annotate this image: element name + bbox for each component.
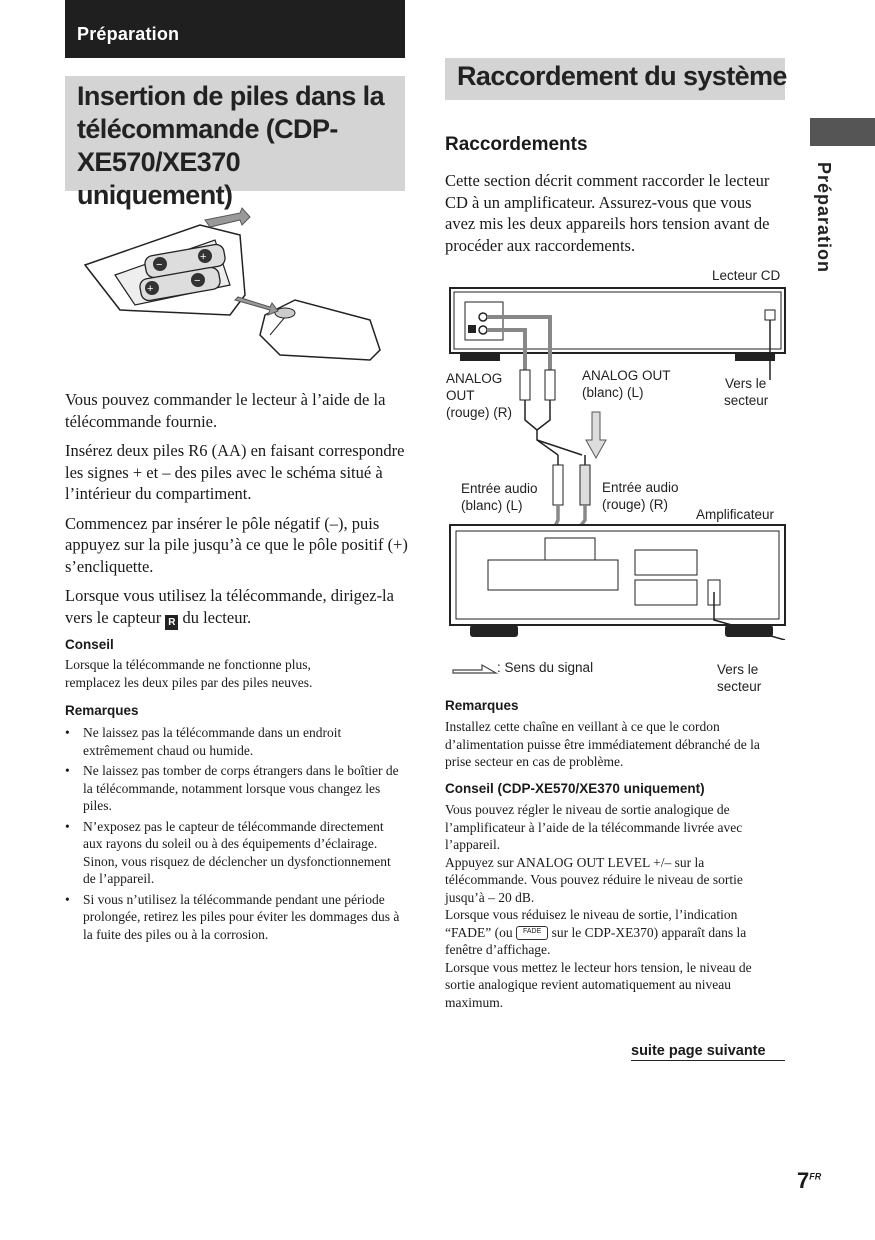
tip-paragraph: Lorsque vous mettez le lecteur hors tension, le niveau de sortie analogique revient automatiquement au niveau maximum. <box>445 959 752 1010</box>
analog-out-r-line2: OUT <box>446 388 475 403</box>
input-r-line1: Entrée audio <box>602 480 679 495</box>
list-item: • N’exposez pas le capteur de télécommande directement aux rayons du soleil ou à des équipements d’éclairage. Sinon, vous risquez de déclencher un dysfonctionnement de l’appareil. <box>65 818 400 888</box>
amplifier-label: Amplificateur <box>696 507 775 522</box>
tip-body-right <box>445 801 785 1011</box>
tip-heading-right: Conseil (CDP-XE570/XE370 uniquement) <box>445 781 705 796</box>
tip-paragraph-fade <box>445 906 785 959</box>
tip-paragraph-text: sur le CDP-XE370) apparaît dans la fenêtre d’affichage. <box>445 924 747 957</box>
page-number-suffix: FR <box>809 1171 822 1182</box>
svg-text:+: + <box>200 251 207 263</box>
paragraph: Commencez par insérer le pôle négatif (–), puis appuyez sur la pile jusqu’à ce que le pôle positif (+) s’encliquette. <box>65 513 408 576</box>
tip-text-left: Lorsque la télécommande ne fonctionne plus, remplacez les deux piles par des piles neuves. <box>65 657 313 690</box>
to-outlet-label-2b: secteur <box>717 679 762 694</box>
to-outlet-label-1b: secteur <box>724 393 769 408</box>
section-header-band <box>65 0 405 58</box>
side-tab-label-wrap <box>802 162 842 292</box>
analog-out-r-line1: ANALOG <box>446 371 503 386</box>
fade-indicator-icon: FADE <box>516 926 548 940</box>
section-label: Préparation <box>77 24 180 44</box>
paragraph-text: Lorsque vous utilisez la télécommande, dirigez-la vers le capteur <box>65 586 394 627</box>
paragraph-sensor <box>65 585 410 630</box>
side-tab-marker <box>810 118 875 146</box>
input-l-line1: Entrée audio <box>461 481 538 496</box>
cd-player-label: Lecteur CD <box>712 268 781 283</box>
connection-diagram <box>440 280 790 640</box>
list-item: • Si vous n’utilisez la télécommande pendant une période prolongée, retirez les piles pour éviter les dommages dus à la fuite des piles ou à la corrosion. <box>65 891 400 944</box>
tip-paragraph: Appuyez sur ANALOG OUT LEVEL +/– sur la télécommande. Vous pouvez réduire le niveau de sortie jusqu’à – 20 dB. <box>445 854 743 905</box>
notes-heading-left: Remarques <box>65 703 139 718</box>
tip-paragraph: Vous pouvez régler le niveau de sortie analogique de l’amplificateur à l’aide de la télécommande livrée avec l’appareil. <box>445 802 743 852</box>
left-title: Insertion de piles dans la télécommande (CDP-XE570/XE370 uniquement) <box>77 81 384 210</box>
continued-link: suite page suivante <box>631 1043 785 1061</box>
right-intro: Cette section décrit comment raccorder le lecteur CD à un amplificateur. Assurez-vous que vous avez mis les deux appareils hors tension avant de procéder aux raccordements. <box>445 171 770 255</box>
rca-plug-icon <box>520 370 555 400</box>
signal-arrow-icon <box>452 660 498 676</box>
paragraph: Vous pouvez commander le lecteur à l’aide de la télécommande fournie. <box>65 390 386 431</box>
tip-paragraph-text: Lorsque vous réduisez le niveau de sortie, l’indication “FADE” (ou <box>445 907 738 940</box>
list-item: • Ne laissez pas la télécommande dans un endroit extrêmement chaud ou humide. <box>65 724 400 759</box>
notes-list-left <box>65 724 400 946</box>
tip-heading-left: Conseil <box>65 637 114 652</box>
svg-text:−: − <box>156 259 163 271</box>
to-outlet-label-1a: Vers le <box>725 376 767 391</box>
remote-sensor-icon: R <box>165 615 178 630</box>
list-item: • Ne laissez pas tomber de corps étrangers dans le boîtier de la télécommande, notamment lorsque vous changez les piles. <box>65 762 400 815</box>
analog-out-l-line1: ANALOG OUT <box>582 368 671 383</box>
page-number-digit: 7 <box>797 1168 810 1193</box>
svg-text:−: − <box>194 275 201 287</box>
remarks-text-right: Installez cette chaîne en veillant à ce que le cordon d’alimentation puisse être immédiatement débranché de la prise secteur en cas de problème. <box>445 719 760 769</box>
paragraph-text: du lecteur. <box>182 607 252 627</box>
signal-legend-label: : Sens du signal <box>497 660 594 675</box>
analog-out-l-line2: (blanc) (L) <box>582 385 644 400</box>
right-title: Raccordement du système <box>457 61 787 91</box>
input-l-line2: (blanc) (L) <box>461 498 523 513</box>
to-outlet-label-2a: Vers le <box>717 662 759 677</box>
right-title-box <box>445 58 785 100</box>
input-r-line2: (rouge) (R) <box>602 497 669 512</box>
remote-battery-illustration <box>80 205 390 370</box>
amplifier-illustration <box>450 525 785 637</box>
side-tab-label: Préparation <box>814 162 834 274</box>
rca-plug-icon <box>553 465 590 505</box>
remarks-heading-right: Remarques <box>445 698 519 713</box>
paragraph: Insérez deux piles R6 (AA) en faisant correspondre les signes + et – des piles avec le schéma situé à l’intérieur du compartiment. <box>65 441 405 503</box>
left-title-box <box>65 76 405 210</box>
right-subtitle: Raccordements <box>445 134 588 155</box>
analog-out-r-line3: (rouge) (R) <box>446 405 513 420</box>
page-number <box>797 1168 821 1194</box>
cd-player-illustration <box>450 288 785 361</box>
svg-text:+: + <box>147 283 154 295</box>
left-body <box>65 389 410 638</box>
